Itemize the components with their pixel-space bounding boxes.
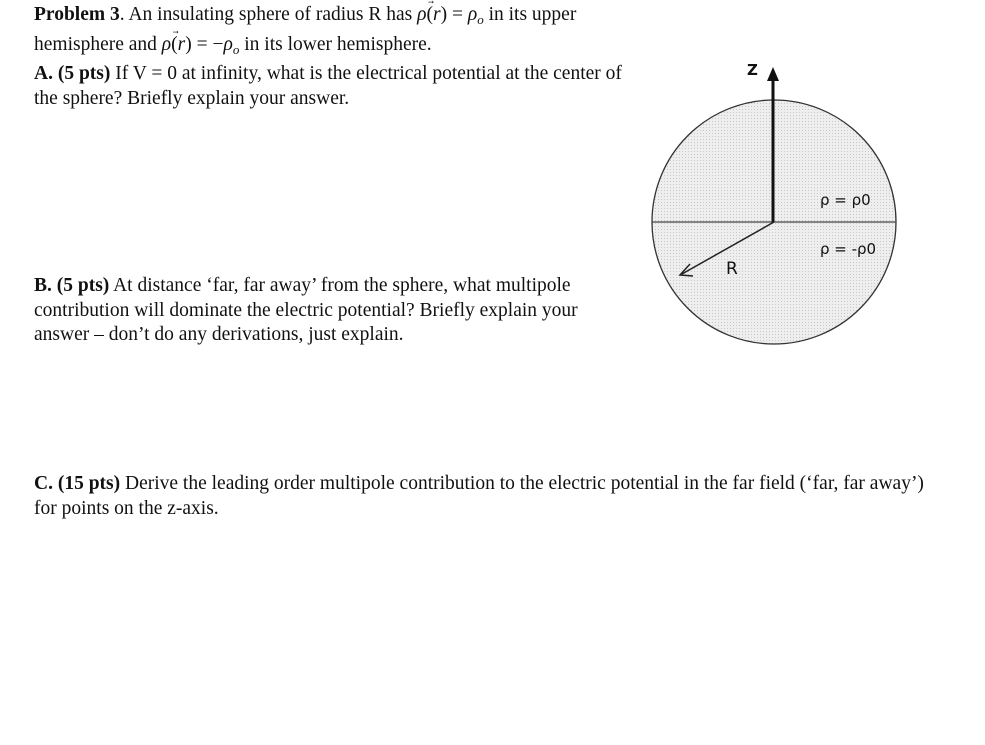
upper-density-label: ρ = ρ0: [820, 191, 871, 209]
z-axis-label: Z: [747, 61, 758, 79]
rho0-symbol: ρ: [467, 4, 478, 25]
rho-symbol-2: ρ: [161, 33, 172, 55]
r-vector: r: [432, 4, 441, 25]
lower-density-label: ρ = -ρ0: [820, 240, 877, 258]
rho0-subscript-2: o: [232, 41, 240, 57]
equals-negative: ) = −: [185, 33, 224, 55]
rho-symbol: ρ: [417, 4, 427, 25]
rho0-symbol-2: ρ: [223, 33, 233, 55]
z-axis-arrowhead: [767, 67, 779, 81]
intro-text-1: . An insulating sphere of radius R has: [119, 4, 418, 25]
part-c-label: C. (15 pts): [34, 473, 121, 494]
part-b-label: B. (5 pts): [34, 275, 110, 296]
intro-text-3: in its lower hemisphere.: [239, 33, 432, 55]
part-a-label: A. (5 pts): [34, 63, 111, 84]
radius-label: R: [726, 259, 738, 279]
intro-text-2: in its upper hemisphere and: [34, 4, 577, 55]
part-b: [34, 274, 624, 348]
equals-positive: ) =: [440, 4, 468, 25]
part-c: [34, 472, 934, 521]
problem-title: Problem 3: [34, 4, 120, 25]
part-c-text: Derive the leading order multipole contribution to the electric potential in the far field (‘far, far away’) for points on the z-axis.: [34, 473, 924, 519]
problem-statement: Problem 3. An insulating sphere of radius R has ρ(r ) = $\rho_o$ in its upper hemisphere and ρ(r ) = $-\rho_o$ in its lower hemisphere. A. (5 pts) If V = 0 at infinity, what is the electrical potential at the center of the sphere? Briefly explain your answer.: [34, 4, 622, 109]
sphere-diagram: [640, 55, 930, 355]
rho0-subscript: o: [477, 12, 484, 27]
r-vector-2: r: [177, 33, 186, 55]
part-a-text: If V = 0 at infinity, what is the electrical potential at the center of the sphere? Briefly explain your answer.: [34, 63, 622, 109]
part-b-text: At distance ‘far, far away’ from the sphere, what multipole contribution will dominate the electric potential? Briefly explain your answer – don’t do any derivations, just explain.: [34, 275, 578, 345]
